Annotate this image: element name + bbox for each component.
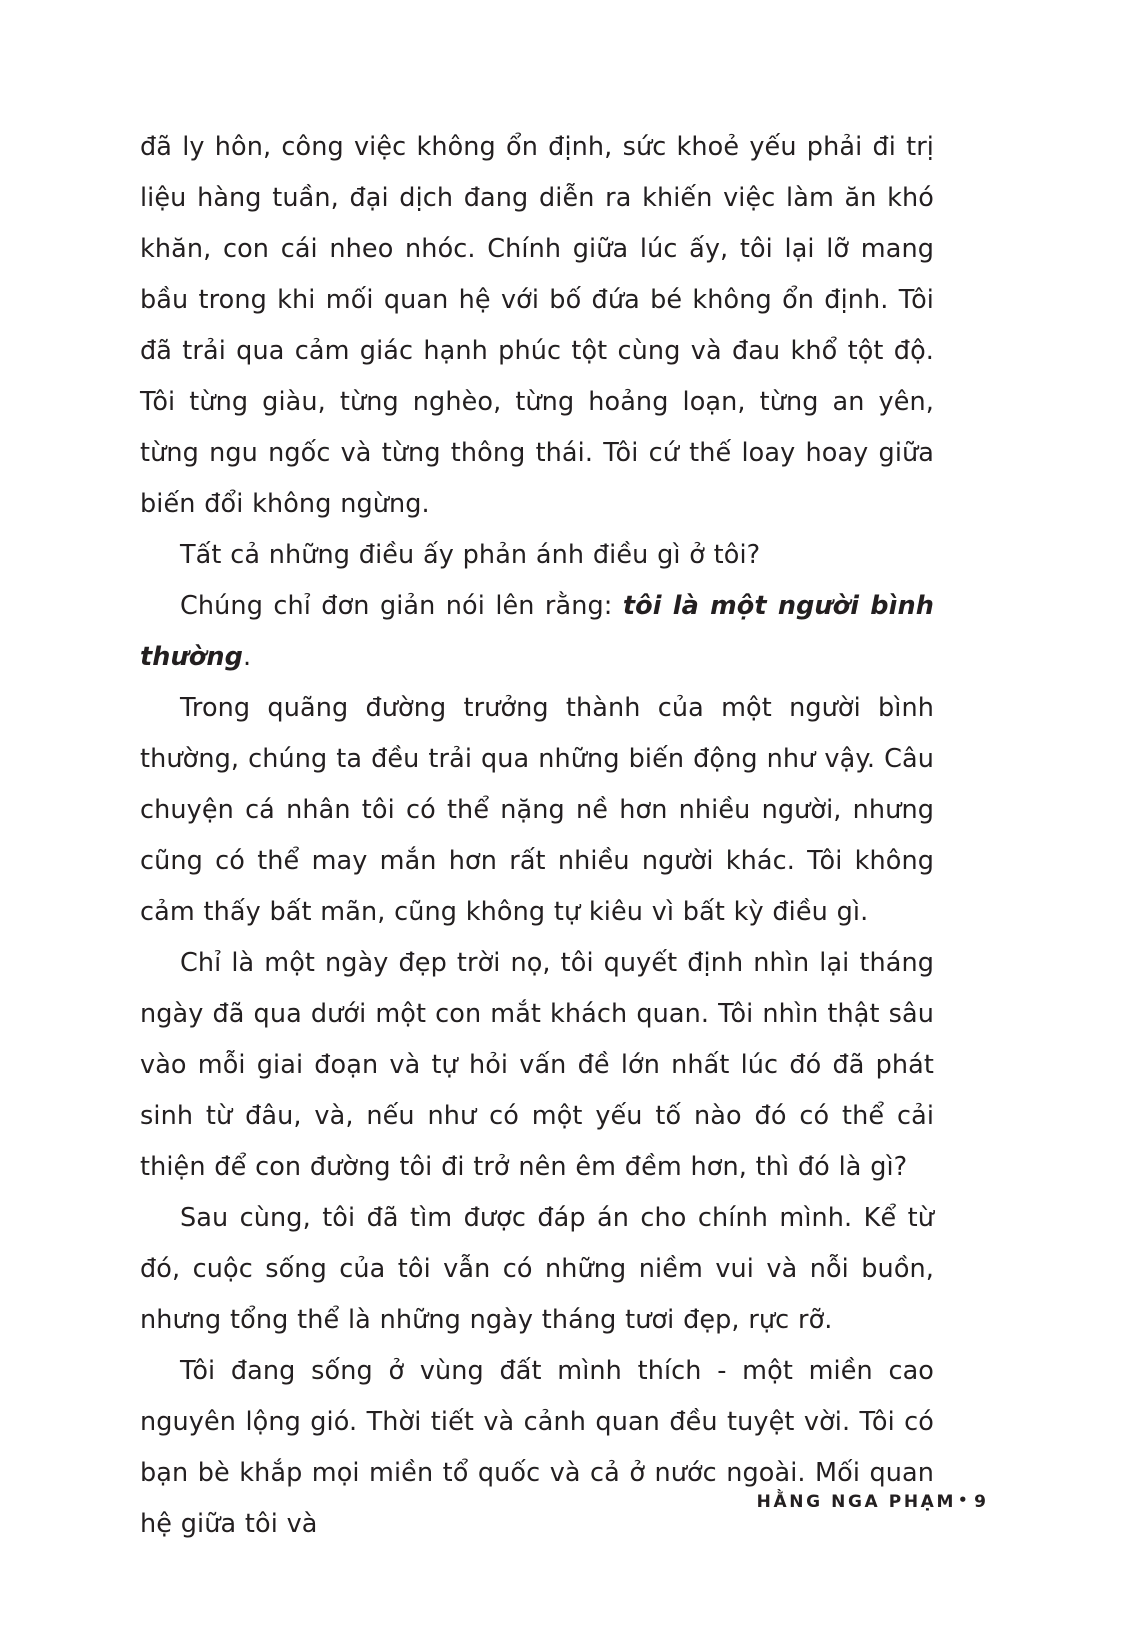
paragraph-3 xyxy=(140,581,934,683)
page-footer xyxy=(757,1491,986,1512)
footer-separator: • xyxy=(957,1491,971,1509)
footer-page-number: 9 xyxy=(974,1492,986,1512)
paragraph-3-emphasis: tôi là một người bình thường xyxy=(140,591,934,672)
paragraph-5: Chỉ là một ngày đẹp trời nọ, tôi quyết định nhìn lại tháng ngày đã qua dưới một con mắt khách quan. Tôi nhìn thật sâu vào mỗi giai đoạn và tự hỏi vấn đề lớn nhất lúc đó đã phát sinh từ đâu, và, nếu như có một yếu tố nào đó có thể cải thiện để con đường tôi đi trở nên êm đềm hơn, thì đó là gì? xyxy=(140,948,934,1182)
paragraph-2: Tất cả những điều ấy phản ánh điều gì ở tôi? xyxy=(180,540,761,570)
paragraph-1: đã ly hôn, công việc không ổn định, sức khoẻ yếu phải đi trị liệu hàng tuần, đại dịch đang diễn ra khiến việc làm ăn khó khăn, con cái nheo nhóc. Chính giữa lúc ấy, tôi lại lỡ mang bầu trong khi mối quan hệ với bố đứa bé không ổn định. Tôi đã trải qua cảm giác hạnh phúc tột cùng và đau khổ tột độ. Tôi từng giàu, từng nghèo, từng hoảng loạn, từng an yên, từng ngu ngốc và từng thông thái. Tôi cứ thế loay hoay giữa biến đổi không ngừng. xyxy=(140,132,934,519)
paragraph-7: Tôi đang sống ở vùng đất mình thích - một miền cao nguyên lộng gió. Thời tiết và cảnh quan đều tuyệt vời. Tôi có bạn bè khắp mọi miền tổ quốc và cả ở nước ngoài. Mối quan hệ giữa tôi và xyxy=(140,1356,934,1539)
paragraph-6: Sau cùng, tôi đã tìm được đáp án cho chính mình. Kể từ đó, cuộc sống của tôi vẫn có những niềm vui và nỗi buồn, nhưng tổng thể là những ngày tháng tươi đẹp, rực rỡ. xyxy=(140,1203,934,1335)
footer-author: HẰNG NGA PHẠM xyxy=(756,1492,956,1512)
paragraph-3-lead: Chúng chỉ đơn giản nói lên rằng: xyxy=(180,591,623,621)
paragraph-4: Trong quãng đường trưởng thành của một người bình thường, chúng ta đều trải qua những biến động như vậy. Câu chuyện cá nhân tôi có thể nặng nề hơn nhiều người, nhưng cũng có thể may mắn hơn rất nhiều người khác. Tôi không cảm thấy bất mãn, cũng không tự kiêu vì bất kỳ điều gì. xyxy=(140,693,934,927)
paragraph-3-trail: . xyxy=(243,642,252,672)
page-text-column xyxy=(140,122,934,1550)
